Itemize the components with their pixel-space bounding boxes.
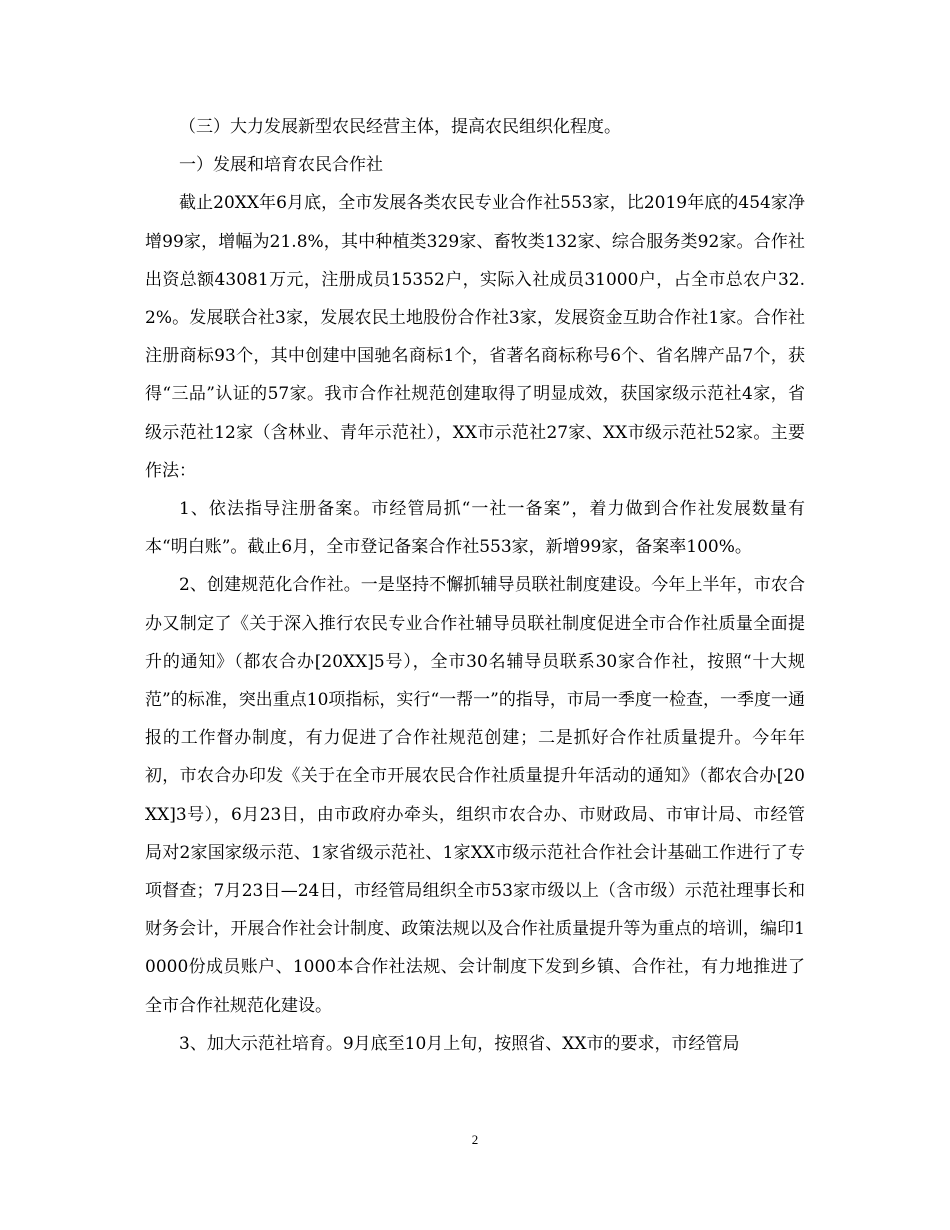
body-paragraph-item-1: 1、依法指导注册备案。市经管局抓“一社一备案”，着力做到合作社发展数量有本“明白账”。截止6月，全市登记备案合作社553家，新增99家，备案率100%。: [145, 499, 805, 558]
body-paragraph-item-2: 2、创建规范化合作社。一是坚持不懈抓辅导员联社制度建设。今年上半年，市农合办又制定了《关于深入推行农民专业合作社辅导员联社制度促进全市合作社质量全面提升的通知》（都农合办[20XX]5号），全市30名辅导员联系30家合作社，按照“十大规范”的标准，突出重点10项指标，实行“一帮一”的指导，市局一季度一检查，一季度一通报的工作督办制度，有力促进了合作社规范创建；二是抓好合作社质量提升。今年年初，市农合办印发《关于在全市开展农民合作社质量提升年活动的通知》（都农合办[20XX]3号），6月23日，由市政府办牵头，组织市农合办、市财政局、市审计局、市经管局对2家国家级示范、1家省级示范社、1家XX市级示范社合作社会计基础工作进行了专项督查；7月23日—24日，市经管局组织全市53家市级以上（含市级）示范社理事长和财务会计，开展合作社会计制度、政策法规以及合作社质量提升等为重点的培训，编印10000份成员账户、1000本合作社法规、会计制度下发到乡镇、合作社，有力地推进了全市合作社规范化建设。: [145, 575, 805, 1016]
subsection-heading: 一）发展和培育农民合作社: [179, 155, 383, 176]
body-paragraph-overview: 截止20XX年6月底，全市发展各类农民专业合作社553家，比2019年底的454家净增99家，增幅为21.8%，其中种植类329家、畜牧类132家、综合服务类92家。合作社出资总额43081万元，注册成员15352户，实际入社成员31000户，占全市总农户32.2%。发展联合社3家，发展农民土地股份合作社3家，发展资金互助合作社1家。合作社注册商标93个，其中创建中国驰名商标1个，省著名商标称号6个、省名牌产品7个，获得“三品”认证的57家。我市合作社规范创建取得了明显成效，获国家级示范社4家，省级示范社12家（含林业、青年示范社），XX市示范社27家、XX市级示范社52家。主要作法：: [145, 193, 805, 481]
section-heading: （三）大力发展新型农民经营主体，提高农民组织化程度。: [179, 117, 621, 137]
page-number: 2: [471, 1132, 479, 1147]
body-paragraph-item-3: 3、加大示范社培育。9月底至10月上旬，按照省、XX市的要求，市经管局: [179, 1033, 740, 1054]
document-body: [145, 108, 805, 1063]
